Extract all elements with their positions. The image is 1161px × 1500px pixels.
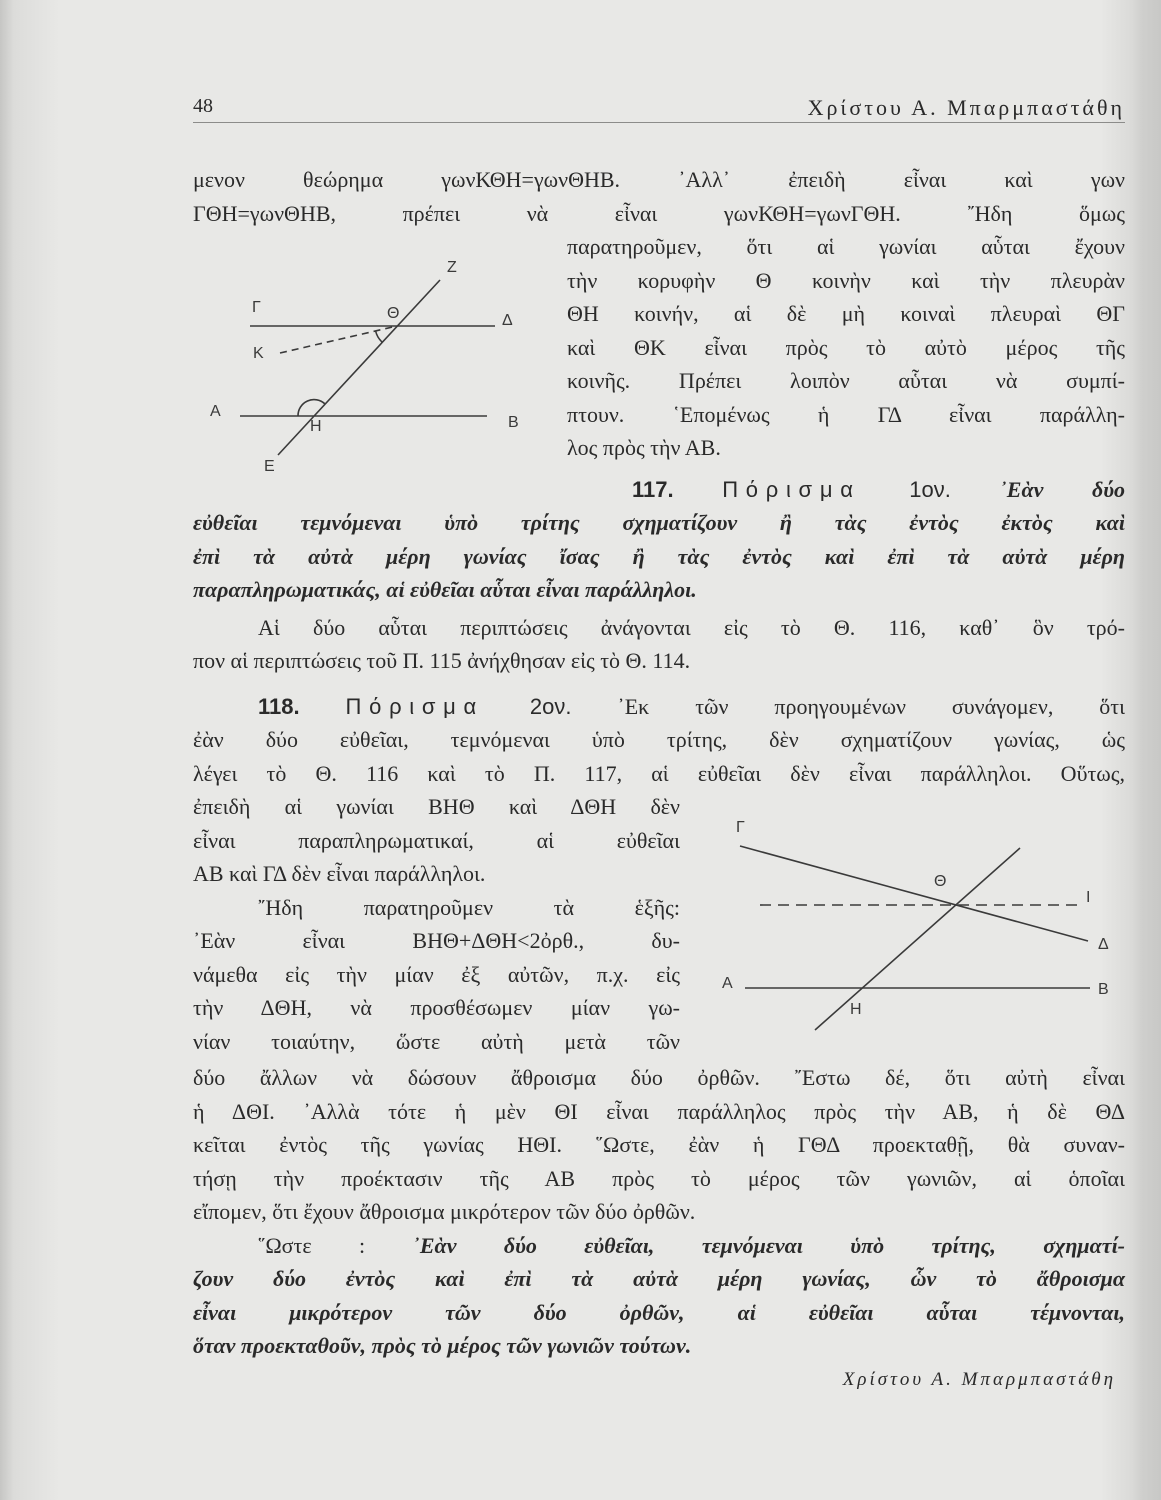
section-number: 117. bbox=[632, 476, 674, 502]
text-line: νίαν τοιαύτην, ὥστε αὐτὴ μετὰ τῶν bbox=[193, 1028, 680, 1054]
text-line: τὴν κορυφὴν Θ κοινὴν καὶ τὴν πλευρὰν bbox=[567, 267, 1125, 293]
heading-line-text: ᾿Εκ τῶν προηγουμένων συνάγομεν, ὅτι bbox=[617, 693, 1126, 719]
label-delta: Δ bbox=[1098, 936, 1109, 953]
label-alpha: Α bbox=[722, 975, 733, 992]
text-line: εἶναι παραπληρωματικαί, αἱ εὐθεῖαι bbox=[193, 827, 680, 853]
text-line: δύο ἄλλων νὰ δώσουν ἄθροισμα δύο ὀρθῶν. ῎Εστω δέ, ὅτι αὐτὴ εἶναι bbox=[193, 1065, 1125, 1090]
corollary-ordinal: 1ον. bbox=[909, 476, 951, 502]
label-zeta: Ζ bbox=[447, 259, 457, 276]
running-header bbox=[193, 92, 1125, 123]
text-line: πτουν. ῾Επομένως ἡ ΓΔ εἶναι παράλλη- bbox=[567, 401, 1125, 427]
corollary-label: Πόρισμα bbox=[345, 693, 484, 719]
label-iota: Ι bbox=[1086, 889, 1091, 906]
label-theta: Θ bbox=[387, 305, 400, 322]
paragraph-conclusion bbox=[193, 1229, 1125, 1363]
label-delta: Δ bbox=[502, 312, 513, 329]
conclusion-lead: ῞Ωστε : bbox=[258, 1232, 366, 1258]
text-line: νάμεθα εἰς τὴν μίαν ἐξ αὐτῶν, π.χ. εἰς bbox=[193, 961, 680, 987]
text-line: παραπληρωματικάς, αἱ εὐθεῖαι αὗται εἶναι παράλληλοι. bbox=[193, 577, 697, 602]
text-line: κοινῆς. Πρέπει λοιπὸν αὗται νὰ συμπί- bbox=[567, 368, 1125, 393]
text-line: καὶ ΘΚ εἶναι πρὸς τὸ αὐτὸ μέρος τῆς bbox=[567, 334, 1125, 360]
running-title: Χρίστου Α. Μπαρμπαστάθη bbox=[807, 95, 1125, 120]
text-line: Αἱ δύο αὗται περιπτώσεις ἀνάγονται εἰς τὸ Θ. 116, καθ᾿ ὃν τρό- bbox=[258, 614, 1125, 640]
label-beta: Β bbox=[1098, 981, 1109, 998]
text-line: ἐὰν δύο εὐθεῖαι, τεμνόμεναι ὑπὸ τρίτης, δὲν σχηματίζουν γωνίας, ὡς bbox=[193, 727, 1125, 752]
figure-1-side-column bbox=[567, 230, 1125, 506]
conclusion-first-line bbox=[193, 1229, 1125, 1263]
text-line: ᾿Εὰν εἶναι ΒΗΘ+ΔΘΗ<2ὀρθ., δυ- bbox=[193, 928, 680, 953]
corollary-ordinal: 2ον. bbox=[529, 693, 572, 719]
label-alpha: Α bbox=[210, 403, 221, 420]
text-line: ὅταν προεκταθοῦν, πρὸς τὸ μέρος τῶν γωνιῶν τούτων. bbox=[193, 1333, 692, 1358]
paragraph-117-explanation bbox=[193, 611, 1125, 678]
label-gamma: Γ bbox=[252, 299, 261, 316]
text-line: εἴπομεν, ὅτι ἔχουν ἄθροισμα μικρότερον τῶν δύο ὀρθῶν. bbox=[193, 1199, 696, 1224]
text-line: ἐπειδὴ αἱ γωνίαι ΒΗΘ καὶ ΔΘΗ δὲν bbox=[193, 794, 680, 819]
paragraph-continuation bbox=[193, 1061, 1125, 1229]
text-line: λέγει τὸ Θ. 116 καὶ τὸ Π. 117, αἱ εὐθεῖαι δὲν εἶναι παράλληλοι. Οὕτως, bbox=[193, 760, 1125, 786]
label-theta: Θ bbox=[934, 873, 947, 890]
corollary-118 bbox=[193, 690, 1125, 791]
text-line: παρατηροῦμεν, ὅτι αἱ γωνίαι αὗται ἔχουν bbox=[567, 234, 1125, 259]
corollary-label: Πόρισμα bbox=[722, 476, 861, 502]
text-line: λος πρὸς τὴν ΑΒ. bbox=[567, 435, 721, 460]
figure-2-side-column bbox=[193, 790, 680, 1058]
page-number: 48 bbox=[193, 95, 213, 117]
label-beta: Β bbox=[508, 414, 519, 431]
body-text bbox=[193, 163, 1125, 1363]
corollary-118-heading bbox=[193, 690, 1125, 724]
label-gamma: Γ bbox=[736, 819, 745, 836]
text-line: ζουν δύο ἐντὸς καὶ ἐπὶ τὰ αὐτὰ μέρη γωνίας, ὧν τὸ ἄθροισμα bbox=[193, 1266, 1125, 1291]
label-kappa: Κ bbox=[253, 345, 264, 362]
text-line: κεῖται ἐντὸς τῆς γωνίας ΗΘΙ. ῞Ωστε, ἐὰν ἡ ΓΘΔ προεκταθῇ, θὰ συναν- bbox=[193, 1132, 1125, 1157]
conclusion-statement: ᾿Εὰν δύο εὐθεῖαι, τεμνόμεναι ὑπὸ τρίτης, σχηματί- bbox=[412, 1232, 1126, 1258]
text-line: ἐπὶ τὰ αὐτὰ μέρη γωνίας ἴσας ἢ τὰς ἐντὸς καὶ ἐπὶ τὰ αὐτὰ μέρη bbox=[193, 543, 1125, 569]
text-line: ΓΘΗ=γωνΘΗΒ, πρέπει νὰ εἶναι γωνΚΘΗ=γωνΓΘΗ. ῎Ηδη ὅμως bbox=[193, 200, 1125, 226]
label-eta: Η bbox=[850, 1001, 862, 1018]
text-line: πον αἱ περιπτώσεις τοῦ Π. 115 ἀνήχθησαν εἰς τὸ Θ. 114. bbox=[193, 648, 691, 673]
paragraph-intro bbox=[193, 163, 1125, 230]
corollary-117-statement bbox=[193, 506, 1125, 607]
text-line: τὴν ΔΘΗ, νὰ προσθέσωμεν μίαν γω- bbox=[193, 995, 680, 1020]
label-eta: Η bbox=[310, 418, 322, 435]
text-line: ΑΒ καὶ ΓΔ δὲν εἶναι παράλληλοι. bbox=[193, 861, 486, 886]
corollary-117-heading bbox=[567, 473, 1125, 507]
text-line: μενον θεώρημα γωνΚΘΗ=γωνΘΗΒ. ᾿Αλλ᾿ ἐπειδὴ εἶναι καὶ γων bbox=[193, 167, 1125, 192]
section-number: 118. bbox=[258, 693, 300, 719]
label-epsilon: Ε bbox=[264, 458, 275, 475]
text-line: ῎Ηδη παρατηροῦμεν τὰ ἑξῆς: bbox=[258, 894, 680, 920]
text-line: εἶναι μικρότερον τῶν δύο ὀρθῶν, αἱ εὐθεῖαι αὗται τέμνονται, bbox=[193, 1299, 1125, 1325]
text-line: τήσῃ τὴν προέκτασιν τῆς ΑΒ πρὸς τὸ μέρος τῶν γωνιῶν, αἱ ὁποῖαι bbox=[193, 1165, 1125, 1191]
statement-lead: ᾿Εὰν δύο bbox=[999, 476, 1126, 502]
text-line: εὐθεῖαι τεμνόμεναι ὑπὸ τρίτης σχηματίζουν ἢ τὰς ἐντὸς ἐκτὸς καὶ bbox=[193, 510, 1125, 535]
text-line: ἡ ΔΘΙ. ᾿Αλλὰ τότε ἡ μὲν ΘΙ εἶναι παράλληλος πρὸς τὴν ΑΒ, ἡ δὲ ΘΔ bbox=[193, 1098, 1125, 1124]
text-line: ΘΗ κοινήν, αἱ δὲ μὴ κοιναὶ πλευραὶ ΘΓ bbox=[567, 301, 1125, 326]
footer-signature: Χρίστου Α. Μπαρμπαστάθη bbox=[842, 1369, 1116, 1390]
